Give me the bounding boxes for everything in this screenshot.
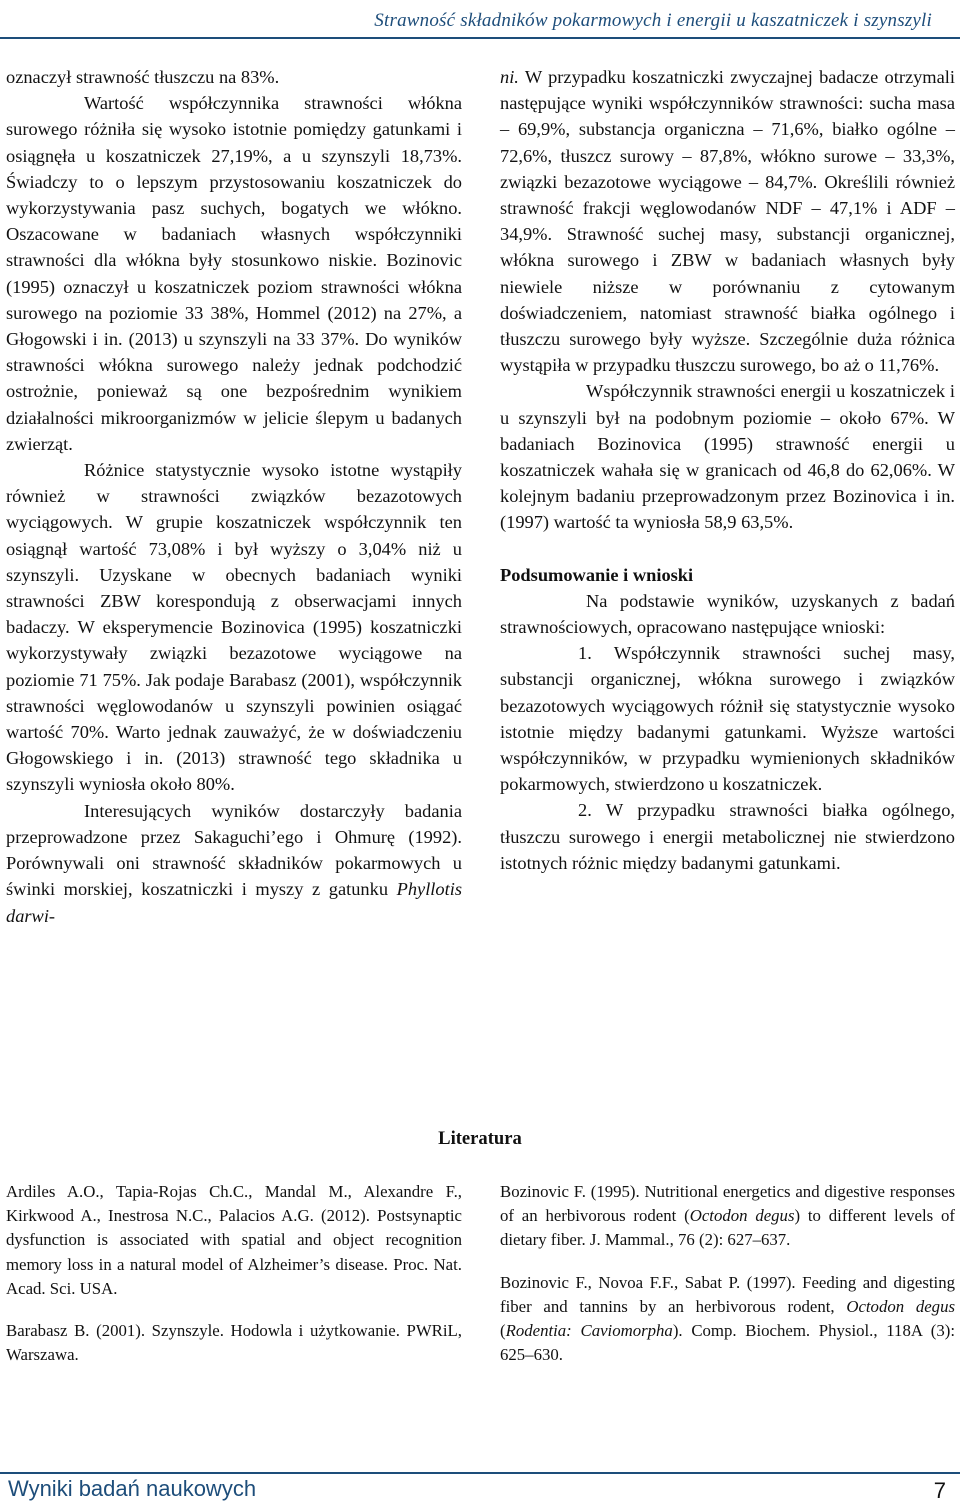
right-column bbox=[500, 64, 955, 876]
paragraph: Różnice statystycznie wysoko istotne wystąpiły również w strawności związków bezazotowych wyciągowych. W grupie koszatniczek współczynnik ten osiągnął wartość 73,08% i był wyższy o 3,04% niż u szynszyli. Uzyskane w obecnych badaniach wyniki strawności ZBW korespondują z obserwacjami innych badaczy. W eksperymencie Bozinovica (1995) koszatniczki wykorzystywały związki bezazotowe wyciągowe na poziomie 71 75%. Jak podaje Barabasz (2001), współczynnik strawności węglowodanów u szynszyli powinien osiągać wartość 70%. Warto jednak zauważyć, że w doświadczeniu Głogowskiego i in. (2013) strawność tego składnika u szynszyli wyniosła około 80%. bbox=[6, 460, 462, 795]
species-name: Octodon degus bbox=[689, 1206, 795, 1226]
taxon-name: Rodentia: Caviomorpha bbox=[505, 1321, 673, 1341]
paragraph: Współczynnik strawności energii u koszatniczek i u szynszyli był na podobnym poziomie – około 67%. W badaniach Bozinovica (1995) strawność energii u koszatniczek wahała się w granicach od 46,8 do 62,06%. W kolejnym badaniu przeprowadzonym przez Bozinovica i in. (1997) wartość ta wyniosła 58,9 63,5%. bbox=[500, 381, 955, 533]
reference-text: ( bbox=[500, 1321, 506, 1341]
header-rule bbox=[0, 37, 960, 39]
species-name: Octodon degus bbox=[846, 1296, 955, 1316]
literature-title: Literatura bbox=[438, 1128, 522, 1149]
paragraph: Wartość współczynnika strawności włókna surowego różniła się wysoko istotnie pomiędzy gatunkami i osiągnęła u koszatniczek 27,19%, a u szynszyli 18,73%. Świadczy to o lepszym przystosowaniu koszatniczek do wykorzystywania pasz suchych, bogatych we włókno. Oszacowane w badaniach własnych współczynniki strawności dla włókna były stosunkowo niskie. Bozinovic (1995) oznaczył u koszatniczek poziom strawności włókna surowego na poziomie 33 38%, Hommel (2012) na 27%, a Głogowski i in. (2013) u szynszyli na 33 37%. Do wyników strawności włókna surowego należy jednak podchodzić ostrożnie, ponieważ są one bezpośrednim wynikiem działalności mikroorganizmów w jelicie ślepym u badanych zwierząt. bbox=[6, 93, 462, 454]
section-title: Podsumowanie i wnioski bbox=[500, 564, 694, 585]
footer-rule bbox=[0, 1472, 960, 1474]
page-number: 7 bbox=[933, 1478, 946, 1503]
paragraph-text: Interesujących wyników dostarczyły badania przeprowadzone przez Sakaguchi’ego i Ohmurę (1992). Porównywali oni strawność składników pokarmowych u świnki morskiej, koszatniczki i myszy z gatunku bbox=[6, 800, 462, 900]
running-title: Strawność składników pokarmowych i energii u kaszatniczek i szynszyli bbox=[374, 10, 932, 31]
species-name: Phyllotis darwi- bbox=[6, 879, 462, 926]
references-left bbox=[6, 1180, 462, 1385]
reference-text: ) to different levels of dietary fiber. J. Mammal., 76 (2): 627–637. bbox=[500, 1206, 955, 1250]
paragraph bbox=[6, 798, 462, 929]
paragraph: Na podstawie wyników, uzyskanych z badań strawnościowych, opracowano następujące wnioski: bbox=[500, 590, 955, 638]
conclusion-item: 2. W przypadku strawności białka ogólnego, tłuszczu surowego i energii metabolicznej nie stwierdzono istotnych różnic między badanymi gatunkami. bbox=[500, 800, 955, 873]
reference: Barabasz B. (2001). Szynszyle. Hodowla i użytkowanie. PWRiL, Warszawa. bbox=[6, 1321, 462, 1365]
references-right bbox=[500, 1180, 955, 1385]
paragraph-text: W przypadku koszatniczki zwyczajnej badacze otrzymali następujące wyniki współczynników strawności: sucha masa – 69,9%, substancja organiczna – 71,6%, białko ogólne – 72,6%, tłuszcz surowy – 87,8%, włókno surowe – 33,3%, związki bezazotowe wyciągowe – 84,7%. Określili również strawność frakcji węglowodanów NDF – 47,1% i ADF – 34,9%. Strawność suchej masy, substancji organicznej, włókna surowego i ZBW w badaniach własnych były niewiele niższe w porównaniu z cytowanym doświadczeniem, natomiast strawność białka ogólnego i tłuszczu surowego były wyższe. Szczególnie duża różnica wystąpiła w przypadku tłuszczu surowego, bo aż o 11,76%. bbox=[500, 67, 955, 376]
reference bbox=[500, 1271, 955, 1368]
reference: Ardiles A.O., Tapia-Rojas Ch.C., Mandal M., Alexandre F., Kirkwood A., Inestrosa N.C., Palacios A.G. (2012). Postsynaptic dysfunction is associated with spatial and object recognition memory loss in a natural model of Alzheimer’s disease. Proc. Nat. Acad. Sci. USA. bbox=[6, 1182, 462, 1298]
reference-text: Bozinovic F. (1995). Nutritional energetics and digestive responses of an herbivorous rodent ( bbox=[500, 1182, 955, 1226]
reference bbox=[500, 1180, 955, 1253]
left-column bbox=[6, 64, 462, 929]
reference-text: Bozinovic F., Novoa F.F., Sabat P. (1997). Feeding and digesting fiber and tannins by an herbivorous rodent, bbox=[500, 1272, 955, 1316]
species-name: ni. bbox=[500, 67, 519, 87]
reference-text: ). Comp. Biochem. Physiol., 118A (3): 625–630. bbox=[500, 1321, 955, 1365]
conclusion-item: 1. Współczynnik strawności suchej masy, substancji organicznej, włókna surowego i związków bezazotowych wyciągowych różnił się statystycznie wysoko istotnie między badanymi gatunkami. Wyższe wartości współczynników, w przypadku wymienionych składników pokarmowych, stwierdzono u koszatniczek. bbox=[500, 643, 955, 795]
paragraph: oznaczył strawność tłuszczu na 83%. bbox=[6, 67, 280, 87]
journal-name: Wyniki badań naukowych bbox=[8, 1476, 257, 1501]
paragraph bbox=[500, 64, 955, 378]
